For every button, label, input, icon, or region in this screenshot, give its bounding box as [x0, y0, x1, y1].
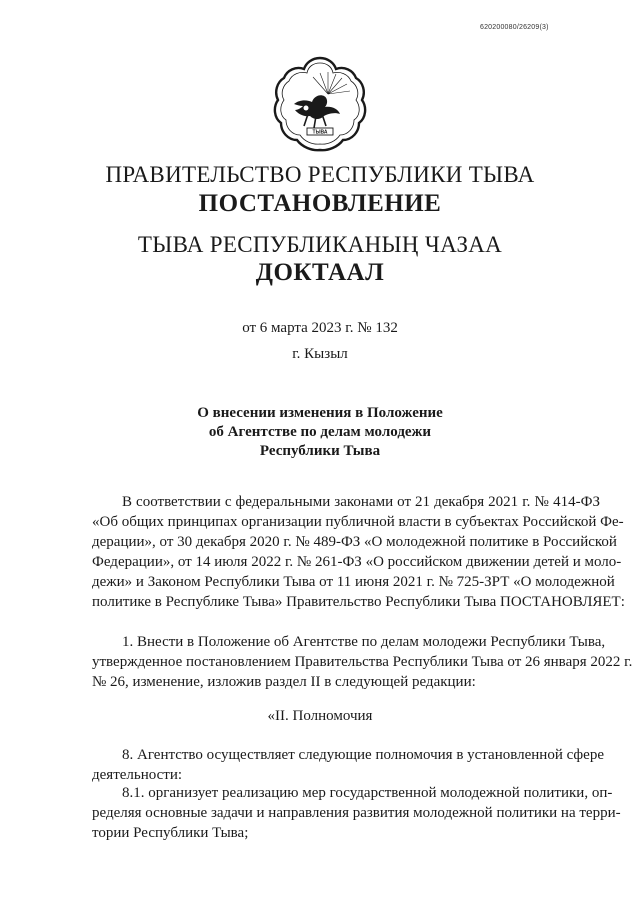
text-line: 8.1. организует реализацию мер государственной молодежной политики, оп-: [122, 785, 613, 801]
text-line: тории Республики Тыва;: [92, 825, 249, 841]
text-line: В соответствии с федеральными законами от 21 декабря 2021 г. № 414-ФЗ: [122, 494, 600, 510]
preamble-paragraph: [92, 492, 625, 612]
text-line: дерации», от 30 декабря 2020 г. № 489-ФЗ «О молодежной политике в Российской: [92, 534, 617, 550]
document-date-number: от 6 марта 2023 г. № 132: [242, 320, 398, 336]
clause-8-paragraph: [92, 745, 604, 785]
coat-of-arms-emblem: [270, 54, 370, 154]
document-code: 620200080/26209(3): [480, 24, 549, 31]
emblem-label: ТЫВА: [312, 129, 328, 136]
title-line: Республики Тыва: [259, 443, 381, 459]
text-line: «Об общих принципах организации публичной власти в субъектах Российской Фе-: [92, 514, 624, 530]
text-line: Федерации», от 14 июля 2022 г. № 261-ФЗ «О российском движении детей и моло-: [92, 554, 622, 570]
text-line: дежи» и Законом Республики Тыва от 11 июня 2021 г. № 725-ЗРТ «О молодежной: [92, 574, 615, 590]
government-name: ПРАВИТЕЛЬСТВО РЕСПУБЛИКИ ТЫВА: [105, 162, 535, 187]
text-line: утвержденное постановлением Правительства Республики Тыва от 26 января 2022 г.: [92, 654, 633, 670]
clause-8-1-paragraph: [92, 783, 621, 843]
document-type: ПОСТАНОВЛЕНИЕ: [198, 190, 442, 217]
section-heading: «II. Полномочия: [267, 708, 373, 724]
text-line: 8. Агентство осуществляет следующие полномочия в установленной сфере: [122, 747, 604, 763]
document-type-tuvan: ДОКТААЛ: [255, 259, 385, 286]
title-line: об Агентстве по делам молодежи: [208, 424, 432, 440]
text-line: № 26, изменение, изложив раздел II в следующей редакции:: [92, 674, 476, 690]
document-city: г. Кызыл: [292, 346, 348, 362]
text-line: ределяя основные задачи и направления развития молодежной политики на терри-: [92, 805, 621, 821]
text-line: 1. Внести в Положение об Агентстве по делам молодежи Республики Тыва,: [122, 634, 606, 650]
text-line: деятельности:: [92, 767, 183, 783]
document-title: [0, 404, 640, 461]
title-line: О внесении изменения в Положение: [197, 405, 443, 421]
government-name-tuvan: ТЫВА РЕСПУБЛИКАНЫҢ ЧАЗАА: [137, 232, 503, 257]
text-line: политике в Республике Тыва» Правительство Республики Тыва ПОСТАНОВЛЯЕТ:: [92, 594, 625, 610]
clause-1-paragraph: [92, 632, 633, 692]
